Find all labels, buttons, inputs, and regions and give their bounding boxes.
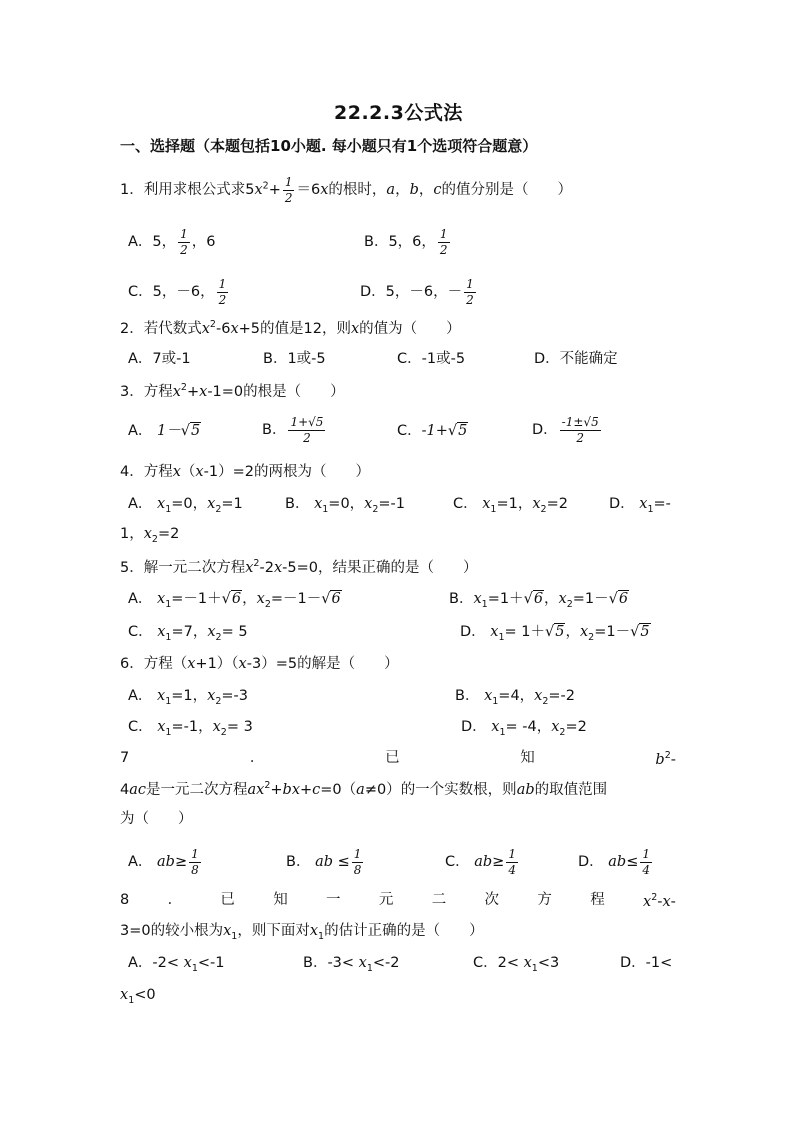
fraction: $\frac{1}{2}$ (284, 175, 293, 205)
q6-option-d: D． $x_1= -4$，$x_2=2$ (461, 719, 587, 738)
q3-option-a: A． 1－√5 (128, 423, 201, 439)
q1-option-d: D．5，－6，－ $\frac{1}{2}$ (360, 277, 474, 307)
q2-option-d: D．不能确定 (534, 351, 618, 367)
q8-option-d-cont: $x_1<0$ (120, 987, 156, 1006)
q1-option-b: B．5，6， $\frac{1}{2}$ (364, 227, 448, 257)
question-2-stem: 2．若代数式$x^2-6x+5$的值是12，则x的值为（ ） (120, 319, 461, 337)
q8-option-b: B．$-3< x_1<-2$ (303, 955, 400, 974)
q4-option-a: A． $x_1=0$，$x_2=1$ (128, 496, 243, 515)
q4-option-c: C． $x_1=1$，$x_2=2$ (453, 496, 568, 515)
q6-option-a: A． $x_1=1$，$x_2=-3$ (128, 688, 248, 707)
q8-option-c: C．$2< x_1<3$ (473, 955, 560, 974)
q4-option-b: B． $x_1=0$，$x_2=-1$ (285, 496, 406, 515)
q5-option-b: B．$x_1=1+√6$，$x_2=1-√6$ (449, 591, 629, 610)
question-7-stem-line-2: 4ac是一元二次方程$ax^2+bx+c=0(a\ne 0)$的一个实数根，则ab的取值范围 (120, 780, 608, 798)
q2-option-c: C．-1或-5 (397, 351, 466, 367)
question-8-stem-line-2: 3=0的较小根为$x_1$，则下面对$x_1$的估计正确的是（ ） (120, 923, 484, 942)
question-7-stem-line-1: 7 ． 已 知 $b^2-$ (120, 750, 676, 768)
q3-option-c: C．-1+√5 (397, 423, 468, 439)
page-title: 22.2.3公式法 (334, 102, 463, 124)
q5-option-c: C． $x_1=7$，$x_2= 5$ (128, 624, 248, 643)
q6-option-c: C． $x_1=-1$，$x_2= 3$ (128, 719, 253, 738)
q3-option-b: B． $\frac{1+√5}{2}$ (262, 415, 324, 445)
question-4-stem: 4．方程x（x-1）=2的两根为（ ） (120, 464, 370, 480)
question-3-stem: 3．方程$x^2+x-1=0$的根是（ ） (120, 382, 345, 400)
question-8-stem-line-1: 8 ． 已 知 一 元 二 次 方 程 $x^2-x-$ (120, 892, 676, 910)
q4-option-d-cont: 1，$x_2=2$ (120, 526, 180, 545)
question-7-stem-line-3: 为（ ） (120, 811, 193, 827)
q2-option-b: B．1或-5 (263, 351, 326, 367)
q3-option-d: D． $\frac{-1\pm√5}{2}$ (532, 415, 599, 445)
q2-option-a: A．7或-1 (128, 351, 191, 367)
question-1-stem: 1．利用求根公式求$5x^2+$ $\frac{1}{2}$ ＝6x的根时，a，b，c的值分别是（ ） (120, 175, 572, 205)
q8-option-a: A．$-2< x_1<-1$ (128, 955, 225, 974)
q8-option-d: D．-1< (620, 955, 673, 971)
q5-option-d: D． $x_1= 1+√5$，$x_2=1-√5$ (460, 624, 650, 643)
q1-option-a: A．5， $\frac{1}{2}$ ，6 (128, 227, 216, 257)
question-6-stem: 6．方程（x+1）（x-3）=5的解是（ ） (120, 656, 399, 672)
q1-option-c: C．5，－6， $\frac{1}{2}$ (128, 277, 227, 307)
q6-option-b: B． $x_1=4$，$x_2=-2$ (455, 688, 576, 707)
q7-option-a: A． ab≥ $\frac{1}{8}$ (128, 847, 199, 877)
q4-option-d: D． $x_1=-$ (609, 496, 671, 515)
q5-option-a: A． $x_1=-1+√6$，$x_2=-1-√6$ (128, 591, 341, 610)
q7-option-b: B． ab ≤ $\frac{1}{8}$ (286, 847, 362, 877)
q7-option-d: D． ab≤ $\frac{1}{4}$ (578, 847, 651, 877)
section-heading: 一、选择题（本题包括10小题. 每小题只有1个选项符合题意） (120, 137, 538, 155)
question-5-stem: 5．解一元二次方程$x^2-2x-5=0$，结果正确的是（ ） (120, 558, 478, 576)
q7-option-c: C． ab≥ $\frac{1}{4}$ (445, 847, 516, 877)
